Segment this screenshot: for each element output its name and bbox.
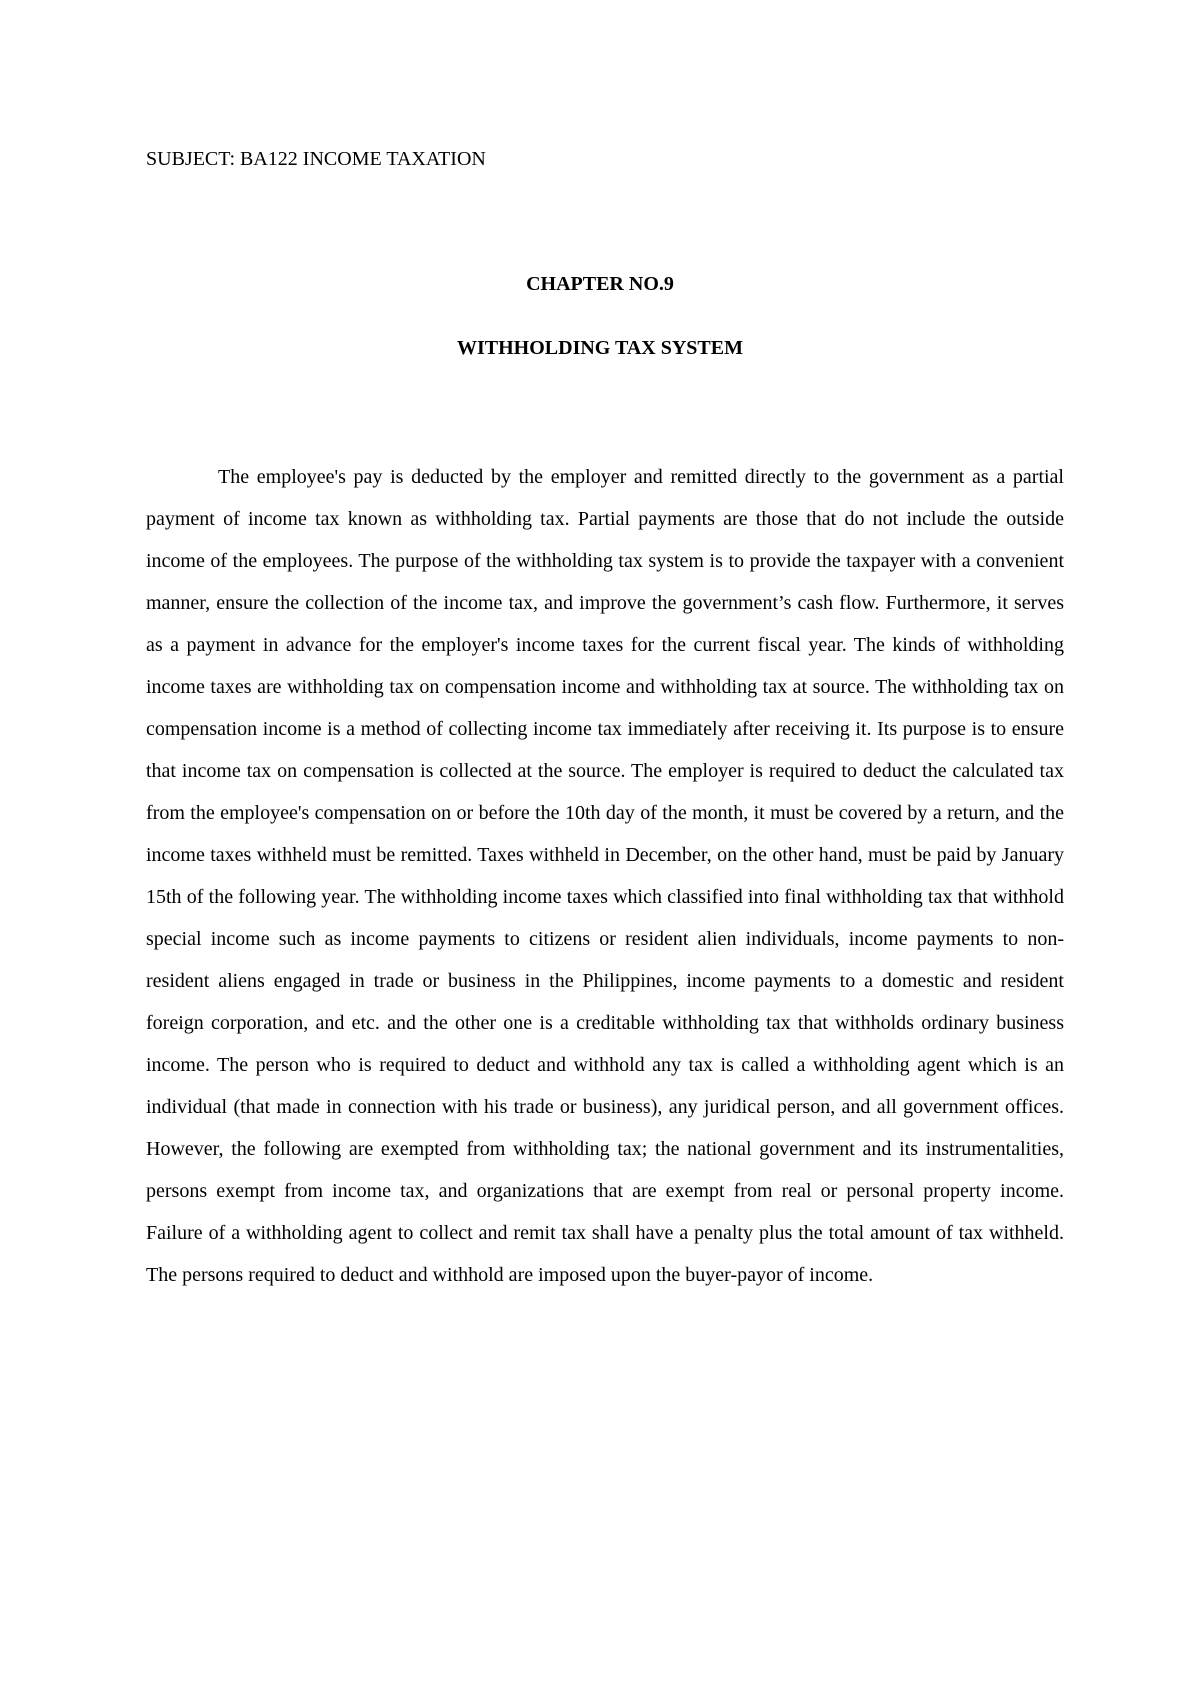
subject-line: SUBJECT: BA122 INCOME TAXATION <box>146 148 486 170</box>
chapter-title: WITHHOLDING TAX SYSTEM <box>457 337 743 359</box>
body-paragraph: The employee's pay is deducted by the employer and remitted directly to the government as a partial payment of income tax known as withholding tax. Partial payments are those that do not include the outside income of the employees. The purpose of the withholding tax system is to provide the taxpayer with a convenient manner, ensure the collection of the income tax, and improve the government’s cash flow. Furthermore, it serves as a payment in advance for the employer's income taxes for the current fiscal year. The kinds of withholding income taxes are withholding tax on compensation income and withholding tax at source. The withholding tax on compensation income is a method of collecting income tax immediately after receiving it. Its purpose is to ensure that income tax on compensation is collected at the source. The employer is required to deduct the calculated tax from the employee's compensation on or before the 10th day of the month, it must be covered by a return, and the income taxes withheld must be remitted. Taxes withheld in December, on the other hand, must be paid by January 15th of the following year. The withholding income taxes which classified into final withholding tax that withhold special income such as income payments to citizens or resident alien individuals, income payments to non-resident aliens engaged in trade or business in the Philippines, income payments to a domestic and resident foreign corporation, and etc. and the other one is a creditable withholding tax that withholds ordinary business income. The person who is required to deduct and withhold any tax is called a withholding agent which is an individual (that made in connection with his trade or business), any juridical person, and all government offices. However, the following are exempted from withholding tax; the national government and its instrumentalities, persons exempt from income tax, and organizations that are exempt from real or personal property income. Failure of a withholding agent to collect and remit tax shall have a penalty plus the total amount of tax withheld. The persons required to deduct and withhold are imposed upon the buyer-payor of income. <box>146 466 1064 1286</box>
chapter-number: CHAPTER NO.9 <box>526 273 674 295</box>
